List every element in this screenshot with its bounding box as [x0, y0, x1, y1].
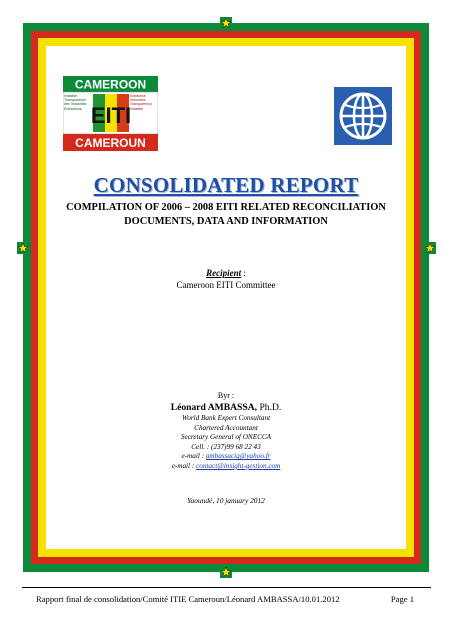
author-email-1: [46, 452, 406, 462]
email-1-label: e-mail :: [181, 452, 206, 461]
report-title: CONSOLIDATED REPORT: [93, 173, 359, 197]
page-number: Page 1: [390, 594, 414, 604]
eiti-bottom-text: CAMEROUN: [75, 136, 146, 150]
author-name: Léonard AMBASSA,: [170, 402, 258, 413]
by-label: Byr :: [217, 391, 235, 400]
email-2-label: e-mail :: [171, 461, 197, 470]
page-footer: [36, 594, 416, 604]
eiti-mid-text: EITI: [90, 103, 132, 128]
email-2-link[interactable]: contact@insight-gestion.com: [196, 461, 281, 470]
star-left-icon: [17, 242, 29, 254]
author-role-3: Secretary General of ONECCA: [180, 433, 272, 442]
star-right-icon: [424, 242, 436, 254]
star-bottom-icon: [220, 566, 232, 578]
recipient-name: Cameroon EITI Committee: [176, 280, 276, 290]
author: [46, 402, 406, 413]
subtitle-line-1: COMPILATION OF 2006 – 2008 EITI RELATED RECONCILIATION: [66, 202, 386, 213]
footer-rule: [22, 587, 431, 588]
author-email-2: [46, 462, 406, 472]
eiti-cameroon-logo: [63, 76, 158, 151]
recipient-colon: :: [241, 268, 246, 278]
world-bank-globe-icon: [334, 87, 392, 145]
author-degree: Ph.D.: [257, 402, 282, 413]
author-role-2: Chartered Accountant: [194, 423, 258, 432]
author-cell: Cell. : (237)99 68 22 43: [191, 442, 261, 451]
recipient-label: [46, 268, 406, 278]
subtitle-line-2: DOCUMENTS, DATA AND INFORMATION: [124, 216, 328, 227]
star-top-icon: [220, 17, 232, 29]
footer-text: Rapport final de consolidation/Comité ITIE Cameroun/Léonard AMBASSA/10.01.2012: [36, 594, 340, 604]
eiti-right-caption: Extractive Industries Transparency Initiative: [130, 94, 152, 111]
email-1-link[interactable]: ambassacig@yahoo.fr: [205, 452, 271, 461]
author-info: [46, 414, 406, 472]
report-date: Yaoundé, 10 january 2012: [187, 496, 265, 505]
eiti-left-caption: Initiative Transparence des Industries Extractives: [64, 94, 87, 111]
eiti-top-text: CAMEROON: [74, 77, 147, 92]
recipient-label-text: Recipient: [206, 268, 242, 278]
author-role-1: World Bank Expert Consultant: [181, 414, 271, 422]
report-subtitle: [46, 201, 406, 229]
